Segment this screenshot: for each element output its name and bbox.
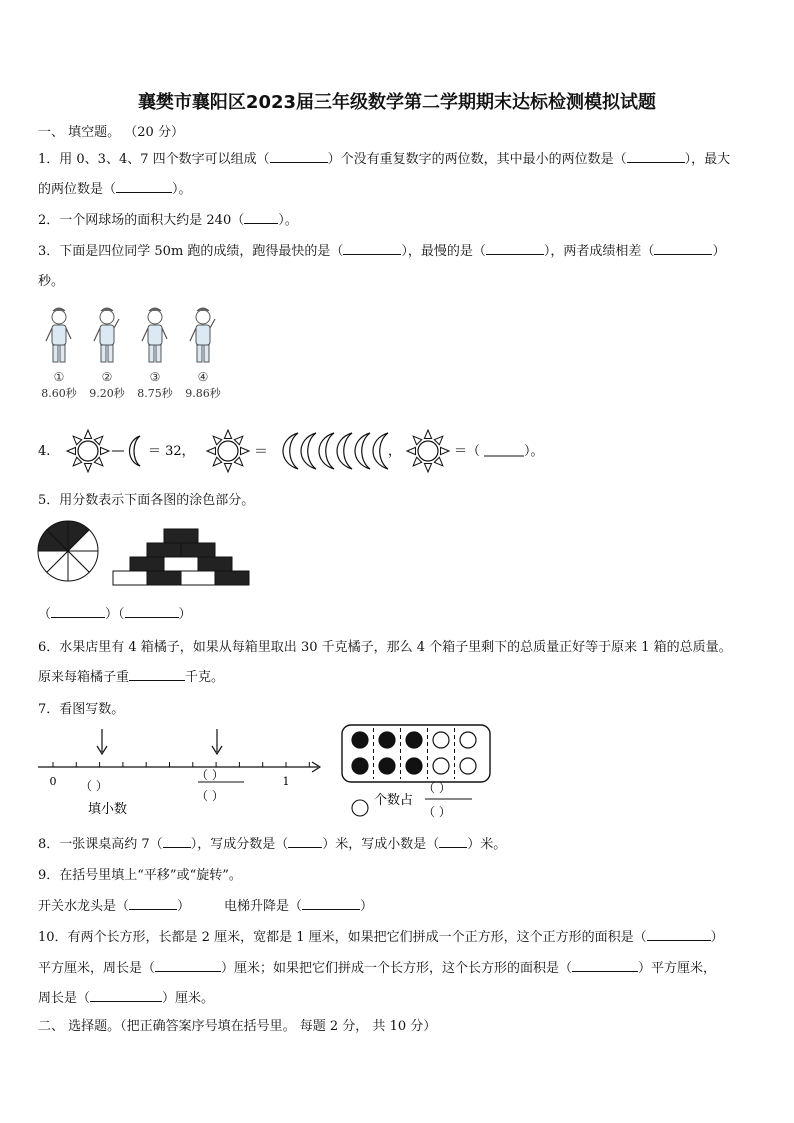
moon-icon	[373, 433, 388, 469]
question-4-number: 4.	[38, 444, 51, 459]
moon-icon	[355, 433, 370, 469]
question-10-line-1: 10．有两个长方形，长都是 2 厘米，宽都是 1 厘米，如果把它们拼成一个正方形，这个正方形的面积是（ ）	[38, 930, 724, 945]
moon-icon	[130, 436, 141, 466]
answer-blank[interactable]	[647, 928, 711, 941]
question-10-line-2: 平方厘米，周长是（ ）厘米；如果把它们拼成一个长方形，这个长方形的面积是（ ）平方厘米，	[38, 961, 717, 976]
question-10-line-3: 周长是（ ）厘米。	[38, 991, 215, 1006]
answer-blank[interactable]	[302, 897, 360, 910]
fraction-numerator-blank[interactable]: （ ）	[196, 768, 224, 782]
sun-icon	[67, 430, 109, 472]
question-2: 2．一个网球场的面积大约是 240（ ）。	[38, 213, 298, 228]
answer-blank[interactable]	[486, 242, 544, 255]
runner-time: 9.86秒	[185, 387, 221, 400]
question-6-line-2: 原来每箱橘子重 千克。	[38, 670, 225, 685]
answer-blank[interactable]	[572, 959, 638, 972]
runner-figure	[190, 308, 215, 362]
moon-icon	[337, 433, 352, 469]
runners-figure	[36, 305, 236, 405]
runner-number: ④	[197, 370, 209, 384]
answer-blank[interactable]	[288, 835, 322, 848]
tick-label-one: 1	[282, 775, 290, 788]
question-1-line-1: 1．用 0、3、4、7 四个数字可以组成（ ）个没有重复数字的两位数，其中最小的两位数是（ ），最大	[38, 152, 731, 167]
page-title: 襄樊市襄阳区2023届三年级数学第二学期期末达标检测模拟试题	[137, 92, 657, 113]
count-ratio-label: 个数占	[374, 793, 414, 808]
svg-text:＝（: ＝（	[454, 444, 481, 459]
hollow-dot	[460, 758, 476, 774]
fraction-denominator-blank[interactable]: （ ）	[196, 789, 224, 803]
tick-label-zero: 0	[49, 775, 57, 788]
question-5-answers: （ ）（ ）	[38, 607, 192, 622]
brick-wall	[113, 529, 249, 585]
answer-blank[interactable]	[116, 180, 172, 193]
moon-row	[283, 433, 388, 469]
hollow-dot	[433, 758, 449, 774]
decimal-answer-blank[interactable]: （ ）	[80, 779, 108, 793]
answer-blank[interactable]	[155, 959, 221, 972]
runner-number: ③	[149, 370, 161, 384]
brick	[181, 543, 215, 557]
sun-icon	[207, 430, 249, 472]
answer-blank[interactable]	[90, 989, 162, 1002]
filled-dot	[379, 732, 395, 748]
question-1-line-2: 的两位数是（ ）。	[38, 182, 192, 197]
answer-blank[interactable]	[343, 242, 401, 255]
question-4-figure	[36, 427, 756, 477]
answer-blank[interactable]	[129, 897, 177, 910]
question-5-figures	[36, 518, 256, 588]
brick	[215, 571, 249, 585]
brick	[181, 571, 215, 585]
brick	[113, 571, 147, 585]
svg-text:＝: ＝	[254, 444, 268, 460]
moon-icon	[283, 433, 298, 469]
answer-blank[interactable]	[125, 605, 179, 618]
filled-dot	[406, 758, 422, 774]
answer-blank[interactable]	[627, 150, 685, 163]
moon-icon	[319, 433, 334, 469]
question-6-line-1: 6．水果店里有 4 箱橘子，如果从每箱里取出 30 千克橘子，那么 4 个箱子里剩下的总质量正好等于原来 1 箱的总质量。	[38, 640, 732, 655]
question-8: 8．一张课桌高约 7（ ），写成分数是（ ）米，写成小数是（ ）米。	[38, 837, 507, 852]
runner-number: ①	[53, 370, 65, 384]
question-7: 7．看图写数。	[38, 702, 125, 717]
runner-time: 8.75秒	[137, 387, 173, 400]
runner-number: ②	[101, 370, 113, 384]
dot-grid	[352, 728, 476, 779]
brick	[130, 557, 164, 571]
number-line-ticks	[53, 762, 309, 767]
hollow-circle-icon	[352, 800, 368, 816]
runner-figure	[94, 308, 119, 362]
question-7-figures	[36, 720, 496, 820]
brick	[164, 529, 198, 543]
question-3-line-2: 秒。	[38, 274, 65, 289]
fill-decimal-label: 填小数	[88, 802, 128, 817]
answer-blank[interactable]	[129, 668, 185, 681]
question-9-answers: 开关水龙头是（ ） 电梯升降是（ ）	[38, 899, 374, 914]
svg-text:＝ 32，: ＝ 32，	[148, 444, 195, 459]
moon-icon	[301, 433, 316, 469]
filled-dot	[406, 732, 422, 748]
hollow-dot	[460, 732, 476, 748]
filled-dot	[352, 758, 368, 774]
svg-text:）。: ）。	[524, 444, 544, 459]
brick	[147, 543, 181, 557]
answer-blank[interactable]	[439, 835, 467, 848]
sun-icon	[407, 430, 449, 472]
count-numerator-blank[interactable]: （ ）	[423, 781, 451, 795]
runner-time: 8.60秒	[41, 387, 77, 400]
answer-blank[interactable]	[244, 211, 278, 224]
brick	[198, 557, 232, 571]
question-3-line-1: 3．下面是四位同学 50m 跑的成绩，跑得最快的是（ ），最慢的是（ ），两者成绩相差（ ）	[38, 244, 726, 259]
filled-dot	[379, 758, 395, 774]
brick	[147, 571, 181, 585]
answer-blank[interactable]	[654, 242, 712, 255]
hollow-dot	[433, 732, 449, 748]
question-9: 9．在括号里填上“平移”或“旋转”。	[38, 868, 242, 883]
runner-figure	[142, 308, 167, 362]
runner-time: 9.20秒	[89, 387, 125, 400]
answer-blank[interactable]	[163, 835, 191, 848]
filled-dot	[352, 732, 368, 748]
brick	[164, 557, 198, 571]
count-denominator-blank[interactable]: （ ）	[423, 805, 451, 819]
section-1-heading: 一、 填空题。 （20 分）	[38, 125, 184, 140]
shaded-circle	[38, 521, 98, 581]
answer-blank[interactable]	[270, 150, 328, 163]
section-2-heading: 二、 选择题。（把正确答案序号填在括号里。 每题 2 分， 共 10 分）	[38, 1019, 437, 1034]
svg-text:，: ，	[388, 444, 402, 459]
answer-blank[interactable]	[51, 605, 105, 618]
runner-figure	[46, 308, 71, 362]
question-5: 5．用分数表示下面各图的涂色部分。	[38, 493, 255, 508]
